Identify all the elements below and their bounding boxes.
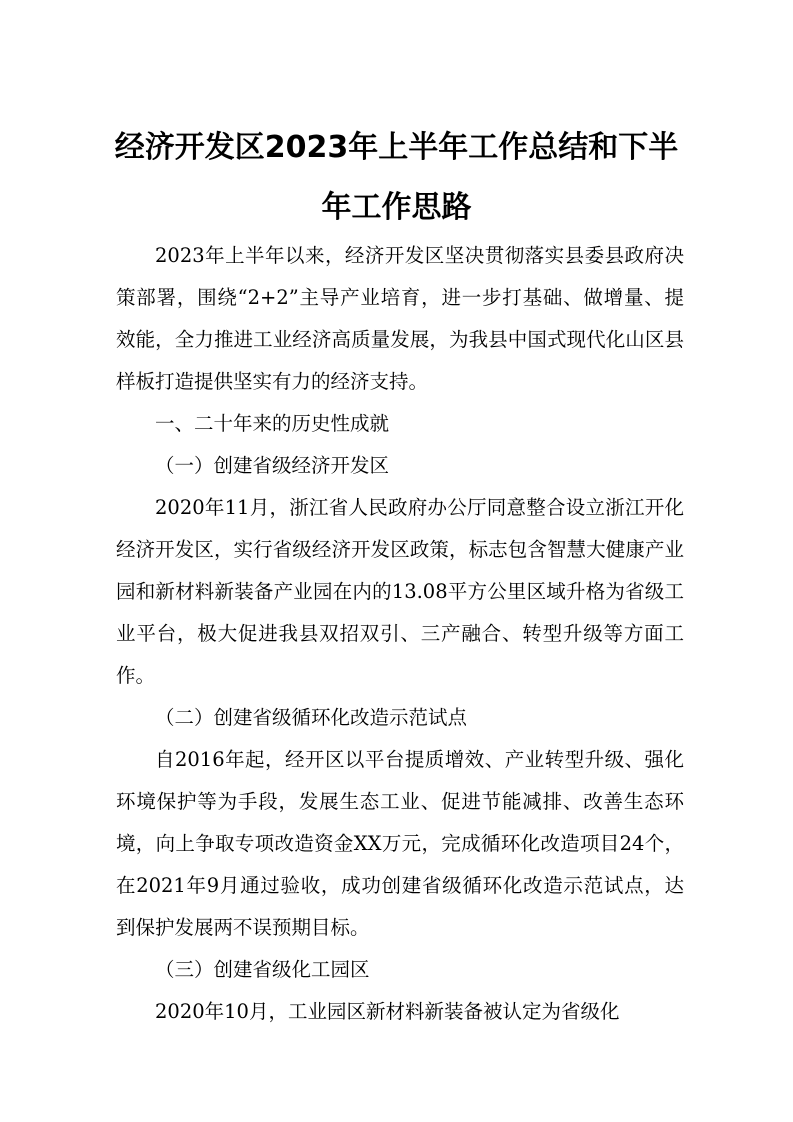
paragraph-provincial-zone: 2020年11月，浙江省人民政府办公厅同意整合设立浙江开化经济开发区，实行省级经济开发区政策，标志包含智慧大健康产业园和新材料新装备产业园在内的13.08平方公里区域升格为省级工业平台，极大促进我县双招双引、三产融合、转型升级等方面工作。 xyxy=(116,496,684,687)
document-title: 经济开发区2023年上半年工作总结和下半年工作思路 xyxy=(114,130,679,225)
paragraph-circular-pilot: 自2016年起，经开区以平台提质增效、产业转型升级、强化环境保护等为手段，发展生态工业、促进节能减排、改善生态环境，向上争取专项改造资金XX万元，完成循环化改造项目24个，在2021年9月通过验收，成功创建省级循环化改造示范试点，达到保护发展两不误预期目标。 xyxy=(116,748,684,939)
paragraph-chemical-park: 2020年10月，工业园区新材料新装备被认定为省级化 xyxy=(155,1000,620,1023)
section-heading-achievements: 一、二十年来的历史性成就 xyxy=(155,412,390,435)
subheading-provincial-zone: （一）创建省级经济开发区 xyxy=(155,454,390,477)
document-body xyxy=(116,235,684,1033)
paragraph-intro: 2023年上半年以来，经济开发区坚决贯彻落实县委县政府决策部署，围绕“2+2”主导产业培育，进一步打基础、做增量、提效能，全力推进工业经济高质量发展，为我县中国式现代化山区县样板打造提供坚实有力的经济支持。 xyxy=(116,244,684,393)
subheading-circular-pilot: （二）创建省级循环化改造示范试点 xyxy=(155,706,468,729)
subheading-chemical-park: （三）创建省级化工园区 xyxy=(155,958,370,981)
